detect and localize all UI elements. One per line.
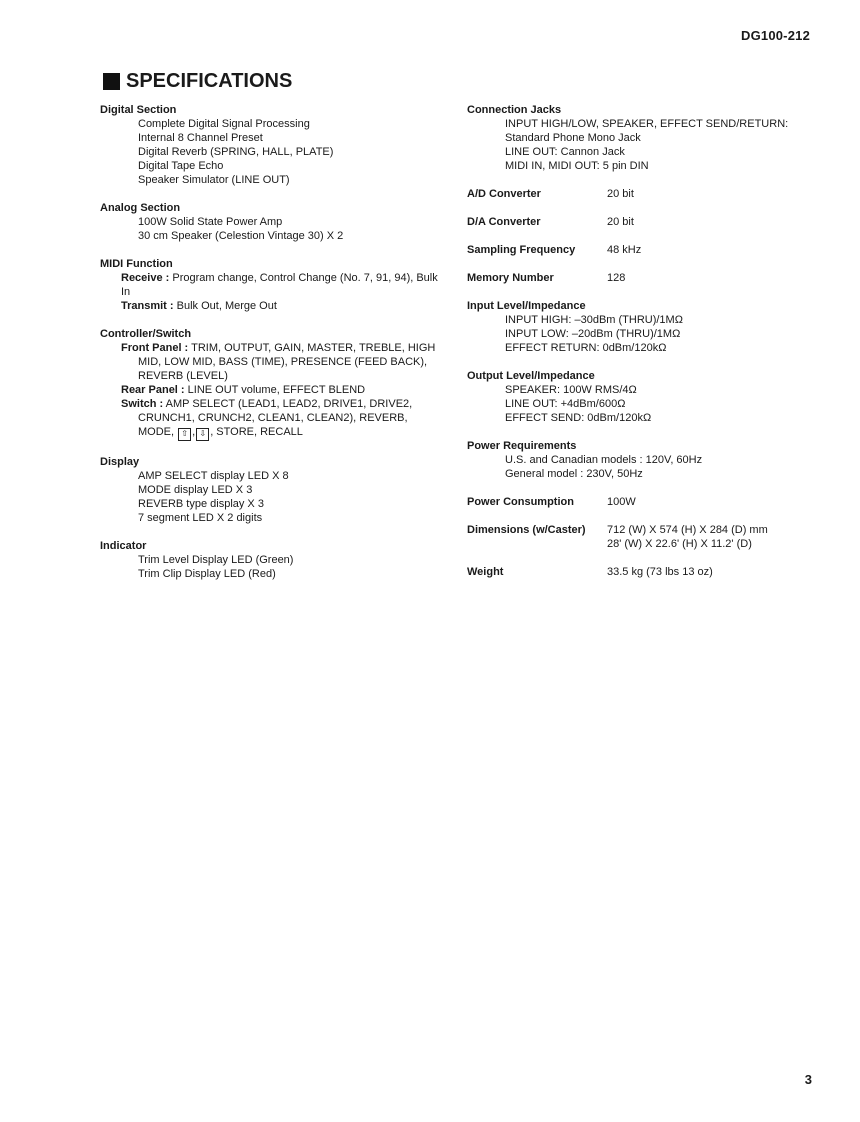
switch-mode-text: MODE, (138, 426, 175, 438)
sampling-frequency-row (467, 243, 817, 257)
switch-label: Switch : (121, 398, 164, 410)
power-requirements-heading: Power Requirements (467, 440, 577, 452)
dimensions-metric: 712 (W) X 574 (H) X 284 (D) mm (607, 524, 768, 536)
midi-section-heading: MIDI Function (100, 258, 173, 270)
midi-section (100, 257, 445, 313)
spec-line: EFFECT RETURN: 0dBm/120kΩ (505, 342, 667, 354)
display-section (100, 455, 445, 525)
spec-line: INPUT LOW: –20dBm (THRU)/1MΩ (505, 328, 681, 340)
spec-line: AMP SELECT display LED X 8 (138, 470, 289, 482)
memory-number-row (467, 271, 817, 285)
display-section-heading: Display (100, 456, 140, 468)
midi-receive-text: Program change, Control Change (No. 7, 91, 94), Bulk In (121, 272, 438, 298)
spec-line: Trim Level Display LED (Green) (138, 554, 294, 566)
digital-section (100, 103, 445, 187)
spec-line: 30 cm Speaker (Celestion Vintage 30) X 2 (138, 230, 344, 242)
spec-line: General model : 230V, 50Hz (505, 468, 643, 480)
spec-line: INPUT HIGH/LOW, SPEAKER, EFFECT SEND/RETURN: (505, 118, 789, 130)
down-arrow-icon: ⇩ (196, 428, 209, 441)
spec-line: 100W Solid State Power Amp (138, 216, 283, 228)
switch-mode-line: MODE, ⇧ , ⇩ , STORE, RECALL (100, 425, 445, 441)
ad-converter-row (467, 187, 817, 201)
up-arrow-icon: ⇧ (178, 428, 191, 441)
spec-line: LINE OUT: +4dBm/600Ω (505, 398, 626, 410)
spec-line: CRUNCH1, CRUNCH2, CLEAN1, CLEAN2), REVERB, (138, 412, 408, 424)
analog-section-heading: Analog Section (100, 202, 181, 214)
spec-line: 7 segment LED X 2 digits (138, 512, 263, 524)
spec-line: EFFECT SEND: 0dBm/120kΩ (505, 412, 652, 424)
spec-line: Digital Reverb (SPRING, HALL, PLATE) (138, 146, 334, 158)
spec-line: MID, LOW MID, BASS (TIME), PRESENCE (FEED BACK), (138, 356, 428, 368)
midi-receive-line (100, 271, 445, 299)
midi-receive-label: Receive : (121, 272, 170, 284)
spec-line: INPUT HIGH: –30dBm (THRU)/1MΩ (505, 314, 683, 326)
spec-line: U.S. and Canadian models : 120V, 60Hz (505, 454, 703, 466)
spec-line: MIDI IN, MIDI OUT: 5 pin DIN (505, 160, 649, 172)
dimensions-imperial: 28' (W) X 22.6' (H) X 11.2' (D) (607, 538, 752, 550)
dimensions-label: Dimensions (w/Caster) (467, 524, 586, 536)
spec-line: REVERB (LEVEL) (138, 370, 228, 382)
sampling-frequency-value: 48 kHz (607, 244, 642, 256)
ad-converter-label: A/D Converter (467, 188, 541, 200)
dimensions-row (467, 523, 817, 551)
analog-section (100, 201, 445, 243)
rear-panel-label: Rear Panel : (121, 384, 185, 396)
spec-line: Speaker Simulator (LINE OUT) (138, 174, 290, 186)
da-converter-row (467, 215, 817, 229)
digital-section-heading: Digital Section (100, 104, 177, 116)
spec-line: Complete Digital Signal Processing (138, 118, 310, 130)
spec-line: REVERB type display X 3 (138, 498, 264, 510)
spec-line: MODE display LED X 3 (138, 484, 253, 496)
right-column (467, 103, 817, 593)
memory-number-label: Memory Number (467, 272, 554, 284)
spec-line: Trim Clip Display LED (Red) (138, 568, 276, 580)
spec-line: Digital Tape Echo (138, 160, 224, 172)
front-panel-text: TRIM, OUTPUT, GAIN, MASTER, TREBLE, HIGH (191, 342, 436, 354)
connection-jacks-heading: Connection Jacks (467, 104, 562, 116)
weight-value: 33.5 kg (73 lbs 13 oz) (607, 566, 713, 578)
power-consumption-row (467, 495, 817, 509)
dimensions-value (607, 523, 768, 551)
spec-line: LINE OUT: Cannon Jack (505, 146, 625, 158)
midi-transmit-text: Bulk Out, Merge Out (176, 300, 277, 312)
title-square-icon (103, 73, 120, 90)
midi-transmit-label: Transmit : (121, 300, 174, 312)
sampling-frequency-label: Sampling Frequency (467, 244, 576, 256)
da-converter-label: D/A Converter (467, 216, 541, 228)
weight-row (467, 565, 817, 579)
connection-jacks-section (467, 103, 817, 173)
weight-label: Weight (467, 566, 504, 578)
spec-line: Standard Phone Mono Jack (505, 132, 641, 144)
front-panel-line (100, 341, 445, 355)
input-level-heading: Input Level/Impedance (467, 300, 586, 312)
header-model-number: DG100-212 (740, 28, 810, 43)
controller-section-heading: Controller/Switch (100, 328, 192, 340)
left-column (100, 103, 445, 595)
page-title (103, 70, 292, 93)
indicator-section-heading: Indicator (100, 540, 147, 552)
power-consumption-label: Power Consumption (467, 496, 574, 508)
spec-line: Internal 8 Channel Preset (138, 132, 263, 144)
page-title-text: SPECIFICATIONS (126, 70, 293, 92)
switch-text: AMP SELECT (LEAD1, LEAD2, DRIVE1, DRIVE2, (165, 398, 413, 410)
ad-converter-value: 20 bit (607, 188, 634, 200)
page-number: 3 (804, 1072, 812, 1087)
memory-number-value: 128 (607, 272, 626, 284)
rear-panel-text: LINE OUT volume, EFFECT BLEND (187, 384, 366, 396)
switch-line (100, 397, 445, 411)
switch-end-text: , STORE, RECALL (210, 426, 303, 438)
indicator-section (100, 539, 445, 581)
spec-line: SPEAKER: 100W RMS/4Ω (505, 384, 637, 396)
da-converter-value: 20 bit (607, 216, 634, 228)
power-consumption-value: 100W (607, 496, 636, 508)
output-level-section (467, 369, 817, 425)
controller-section (100, 327, 445, 441)
input-level-section (467, 299, 817, 355)
power-requirements-section (467, 439, 817, 481)
rear-panel-line (100, 383, 445, 397)
output-level-heading: Output Level/Impedance (467, 370, 595, 382)
midi-transmit-line (100, 299, 445, 313)
front-panel-label: Front Panel : (121, 342, 189, 354)
